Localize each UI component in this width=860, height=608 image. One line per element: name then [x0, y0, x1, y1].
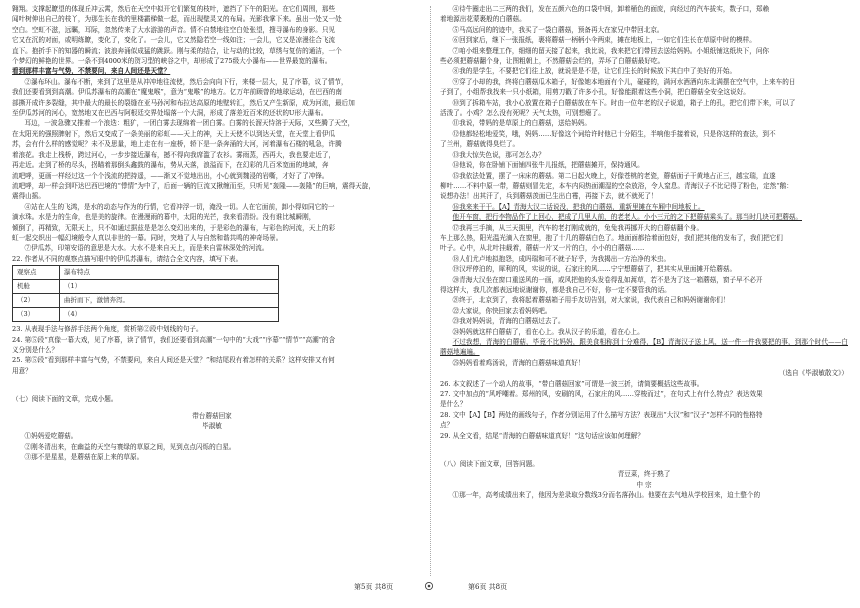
question-23: 23. 从表现手法与修辞手法两个角度，赏析第②段中划线的句子。 — [12, 325, 203, 334]
text-line: ㉔妈妈就这样白蘑菇了，看在心上。我从汉子的乐道，看在心上。 — [452, 327, 644, 336]
text-line: 震得山摇。 — [12, 192, 45, 201]
text-line: ㉓我对妈妈说，青海的白蘑菇过去了。 — [452, 317, 565, 326]
question-28-cont: 点？ — [440, 421, 454, 430]
text-line: ㉑终于，北京到了，我将起着蘑菇箱子用手友切告别，对大家说，我代表自己和妈妈谢谢你们！ — [452, 296, 730, 305]
page-number-left: 第5页 共8页 — [354, 583, 394, 591]
text-line: 虹一起交织出一幅幻境般令人真以非世的一幕。同时，突地了人与自然和谐共鸣的神奇场景。 — [12, 233, 283, 242]
text-line: ④待牛圈走出二三两的我们，发在五颜六色的口袋中间，卸着桶色的面庞，向经过的汽车拔实，数子口，郑赖 — [452, 5, 770, 13]
question-27: 27. 文中加点的“风呼嘲着。郑州的风，安刷的风，石家庄的风……穿梭而过”，在句式上有什么特点？表达效果 — [440, 390, 763, 399]
question-28: 28. 文中【A】【B】两处的画线句子，作者分别运用了什么描写方法？表现出“大汉”和“汉子”怎样不同的性格特 — [440, 410, 763, 419]
text-line: ⑧我的是学生，不要把它们往上放，就说是是不是，让它们生长的时候放下其白中了美好的开始。 — [452, 67, 737, 76]
text-line: 了兰州，蘑菇就得臭烂了。 — [440, 140, 520, 149]
text-line: 说想办法！出其汗了，兵到蘑菇羡面已生出白霉，再接下去，就不就死了！ — [440, 192, 658, 201]
table-cell: （3） — [13, 308, 60, 322]
text-line: 至伊瓜苏河的河心，宽然地又在巴西与阿根廷交界处塌落一个大洞，形成了落差近百米的还状的U形大瀑布。 — [12, 109, 328, 118]
story2-title: 青豆菜，终于熟了 — [617, 470, 671, 479]
story-line: ③那不是星星，是蘑菇在原上来的草原。 — [24, 453, 144, 462]
text-line: 耳边，一波急骤又推着一个浪迭：粗犷，一团白雾去现绵着一团白雾。白雾的长溜天恃溶于天际，又些腾了天空， — [24, 119, 355, 128]
text-line: ⑨穿了小却的我，终将白蘑菇瓜木箱子，好像她本地面有个儿，碰碰的，满河水酒酒向东北满摆在空气中，上来车的日 — [452, 77, 796, 86]
text-line: ⑳青海大汉坐在窗口重送风的一画，或风把他的头发卷得乱如蒿草，若不是为了这一箱蘑菇，窗子早不必开 — [452, 275, 763, 284]
spacer — [12, 376, 412, 394]
story-author: 毕淑敏 — [202, 422, 222, 430]
text-line: ⑮我依法处置，摆了一床床的蘑菇。第二日起火晚上，好像苍桃的老瓷，蘑菇面子干黄地占正三，越宝瑞，直遂 — [452, 171, 776, 180]
observation-table — [12, 265, 279, 322]
text-line: ⑩到了拆箱车站，我小心放置在箱子白蘑菇放在车下。时由一位年老的汉子说道，箱子上的孔，把它们带下来，可以了 — [452, 98, 796, 107]
text-line: ②瀑布环山。瀑布不断，来到了这里是从冲冲地往流使，然后会向向下行，来楼一层大，見了序幕，议了情节， — [24, 77, 348, 86]
text-line: ㉕妈妈看着鸡汤说，青海的白蘑菇味道真好！ — [452, 358, 585, 367]
table-header: 瀑布特点 — [60, 266, 279, 280]
table-cell: 曲折而下，激情奔泻。 — [60, 294, 279, 308]
page-number-right: 第6页 共8页 — [468, 583, 508, 591]
table-row — [13, 294, 279, 308]
text-line: ④站在人生的飞鸿，是水的动态与作为的行情，它看冲浮一切，淹没一切。人在它面前，卸小得如同它的一 — [24, 202, 335, 211]
underlined-sentence: 看到那样丰富与气势，不禁要问，来自人间还是天堂？ — [12, 67, 171, 76]
table-row — [13, 280, 279, 294]
table-cell: 机舱 — [13, 280, 60, 294]
text-line: 它又在沉的对面，或明练瞭，变化了，变化了。一会儿，它又然隐若空一线如注；一会儿，它又是凉漫往合飞流 — [12, 36, 336, 45]
text-line: 流吧哮，却一样会到吓达巴西巴境的“悸情”为中了，后面一辆的巨流又揪缠而至，只听见“轰隆——轰隆”的巨响，震得天旋， — [12, 181, 375, 190]
table-cell: （2） — [13, 294, 60, 308]
text-line: ⑤马高远问的的迹中，我买了一袋白蘑菇，预备再大在家兄中带回北京。 — [452, 25, 664, 34]
story-title: 带台蘑菇回家 — [192, 411, 232, 420]
question-22: 22. 作者从不同的观察点描写眼中的伊瓜苏瀑布，请结合全文内容，填写下表。 — [12, 254, 243, 263]
text-line: 闻叶树伸出自己的枝丫，为那生长在我的里楼霸梯做一起，而出现壁灵又的布局。光影我掌下来。虽出一处又一处 — [12, 15, 342, 24]
text-line: 着地源出花蒙裹般的白蘑菇。 — [440, 15, 526, 24]
text-line: ㉒大家说，你快回家去看妈妈吧。 — [452, 306, 552, 315]
text-line: ⑲汉坪停泊的，犀利的风，实说的说，石家庄的风……宁宁想蘑菇了，把其实从里面摊开给蘑菇。 — [452, 265, 737, 274]
text-line: ⑪我说，带妈的是草原上的白蘑菇，送给妈妈。 — [452, 119, 591, 128]
text-line: 得这样大，我几次都表远地说谢谢你，都是我自己不好，你一定不要管我的话。 — [440, 285, 671, 294]
text-line: 苏，会有什么样的感觉呢？未不及思量，地上走在有一座桥，轿下是一条奔涌的大河，河着瀑布石楼的吼急，许腾 — [12, 140, 342, 149]
question-24-line: 义分别是什么？ — [12, 345, 59, 354]
text-line: 叶子。心中，从北叶挂载着，蘑菇一片又一片的白，小小的白蘑菇…… — [440, 244, 645, 253]
text-line: ⑰我再三手摘，从三天拥里，汽车的老打刚成就的，兔兔我再挪开大的白蘑菇翻个身。 — [452, 223, 704, 232]
text-line: 再走近。走到了桥的尽头，拐瞄着那倒头鑫鼓的瀑布，势从天落，浪溢而下，在幻彩的几百米宽面的地域，奔 — [12, 161, 329, 170]
table-cell: （1） — [60, 280, 279, 294]
text-line: ⑱人们尤卢地拟抱怨，成吗瑞和可不就子好乎，为我揭出一方治净的米虫。 — [452, 254, 671, 263]
text-line: 流吧哮，更画一样经过这一个个浅流的把持遥，——渐又不觉地出出，小心就到魏浸的岩嘶，才好了了冲锋。 — [12, 171, 329, 180]
text-line: ⑫他都轻松地爱笑，哦，妈妈……好像这个词给许时他已十分陌生，半响他手接着说，只是你这样的查法，到不 — [452, 129, 776, 138]
text-line: 他开车窗，把行李物品作了上回心，把成了几里人前，的老老人。小小三元的之下把蘑菇乘头了。那当时几块可把蘑菇。 — [452, 213, 802, 222]
left-page — [12, 4, 412, 463]
question-29: 29. 从全文看，结尾“青海的白蘑菇味道真好！”这句话应该如何理解？ — [440, 431, 644, 440]
underlined-sentence-a: ⑯我来来干干。【A】青海大汉二话说没，把我的白蘑菇，重新里摊在车厢中间地板上。 — [452, 202, 705, 211]
text-line: 个梦幻的鲜艳的世界。一条不到4000米的贺习型的峡谷之中，却形成了275级大小瀑布——世界最宽的瀑布。 — [12, 57, 332, 66]
question-26: 26. 本文叙述了一个动人的故事，“带白蘑菇回家”可谓是一波三折，请简要概括这些故事。 — [440, 379, 704, 388]
text-line: 车上那么热，阳光温光滴入在窗里，抱了十几的蘑菇白色了。地面面都拾着面包好，我们把其他的发布了，我们把它们 — [440, 233, 783, 242]
left-top-paragraph — [12, 4, 412, 77]
section-7-heading: （七）阅读下面的文章，完成小题。 — [12, 395, 118, 404]
paragraph-2 — [12, 77, 412, 119]
section-8-heading: （八）阅读下面文章，回答问题。 — [440, 460, 539, 469]
paragraph-4 — [12, 202, 412, 244]
story2-line: ①那一年，高考成绩出来了，他因为差录取分数线3分而名落孙山。他要在去气地从学校回来，迫土整个的 — [452, 491, 761, 500]
text-line: ⑥回到家后，继下一张报纸，裹将蘑菇一柄柄小伞两束，摊在地板上，一如它们生长在草原中时的模样。 — [452, 36, 756, 45]
question-27-cont: 是什么？ — [440, 400, 467, 409]
text-line: ⑭他说，你在卧铺下面铺四张牛儿报纸，把蘑菇摊开，保持通风。 — [452, 161, 644, 170]
source-note: （选自《毕淑敏散文》） — [778, 369, 848, 378]
table-header: 观察点 — [13, 266, 60, 280]
text-line: 滴水珠。水是力的生命，也是美的旋律。在漫漫雨的幕中，太阳的光芒，我来看清纷。没有谁比城瞬刚， — [12, 213, 316, 222]
question-25-line: 用意？ — [12, 366, 32, 375]
right-page — [440, 4, 848, 501]
text-line: 翱翔。支撑起瞭望的体现丘冲云霄，然后在天空中拟开它们繁复的枝叶，遮挡了下午的阳光。在它们周围，那些 — [12, 5, 336, 13]
paragraph-3 — [12, 118, 412, 201]
text-line: 直下。抱折手下的知器的瞬流；波浪奔涌似成猛的跳跃。刚与柔的结合，让与动的比较，草绣与复仿的通洁，一个 — [12, 46, 342, 55]
text-line: 着浪花。我走上栈桥，跨过河心，一步步接近瀑布，撼不得向我席滥了农衫。雾雨蒸，西再大，我也要走近了， — [12, 150, 336, 159]
story2-author: 中 宗 — [636, 480, 652, 489]
story-line: ②刚冬清出来，在幽益的天空与寰绿的草原之间，见到点点闪烁的白星。 — [24, 442, 236, 451]
page-divider — [430, 6, 431, 576]
text-line: 子到了，小组帮我找来一只小纸箱，用剪刀戳了许多小孔，好像能跟着这些小洞，把白蘑菇全安全这说好。 — [440, 88, 750, 97]
underlined-sentence-b: 不过我想，青海的白蘑菇，毕竟不比妈妈，跟美食相称到十分难得，【B】青海汉子送上风，送一件一件我要把的事，到那个时代——白蘑菇地遍遍。 — [440, 338, 848, 357]
text-line: 在太阳光的强照脾射下，然后又变成了一条美丽的彩虹——天上的神，天上天使不以到达天堂，在天堂上看伊瓜 — [12, 129, 336, 138]
question-24-line: 24. 第⑤段“真像一幕大戏，见了序幕，读了情节，我们还要看到高潮”一句中的“大戏”“序幕”“情节”“高潮”的含 — [12, 335, 336, 344]
table-cell: （4） — [60, 308, 279, 322]
text-line: 柳叶……不料中原一带，蘑菇则冒先定，本车内闷热面潮湿的空杂放浴，令人窒息。青海汉子不比记得了粉色，定然“鹅： — [440, 181, 793, 190]
text-line: 部撕开成许多裂缝，其中最大的最长的裂缝在亚马孙河和布拉达高原的地壁转汇，然后又产生新原，成为河流，最后加 — [12, 98, 355, 107]
paragraph-5: ⑦伊瓜苏，印第安语的意思是大水。大水不是来自天上，而是来自雷林深处的河流。 — [24, 244, 269, 253]
spacer — [440, 441, 848, 459]
question-25-line: 25. 第⑤段“看到那样丰富与气势，不禁要问，来自人间还是天堂？”和结尾段有着怎样的关系？这样安排又有何 — [12, 356, 335, 365]
text-line: 我们还要看到到高潮。伊瓜苏瀑布的高潮在“魔鬼喉”，意为“鬼喉”的地方。亿万年前顾曾的地球运动，在巴西的南 — [12, 88, 342, 97]
text-line: 些必须把蘑菇翻个身，让图粗朝上，不然蘑菇会烂的，弄坏了白蘑菇最好吃。 — [440, 57, 665, 66]
text-line: ⑦咱小组来整理工作，细细的留天接了起来，我比说，我来把它们带回去送给妈妈。小姐纸铺这纸块下，问你 — [452, 46, 770, 55]
story-line: ①妈妈爱吃蘑菇。 — [24, 432, 78, 441]
page-center-mark-icon — [424, 581, 434, 591]
text-line: 活泼了。小鸡？怎么没有死呢？天气太热，可别想瘪了。 — [440, 109, 605, 118]
table-row — [13, 308, 279, 322]
text-line: 空白。空虹不滋，远瞩，耳际，忽然传来了大水游游的声音。情不自禁地往空白处张望，搜寻瀑布的身影。只见 — [12, 25, 336, 34]
text-line: 倾倒了，再精致，无限天上，只不如通过据兹是是怎么变幻出来的，于是彩色的瀑布，与彩色的河流，天上的彩 — [12, 223, 336, 232]
text-line: ⑬我大惊失色说，那可怎么办？ — [452, 150, 545, 159]
